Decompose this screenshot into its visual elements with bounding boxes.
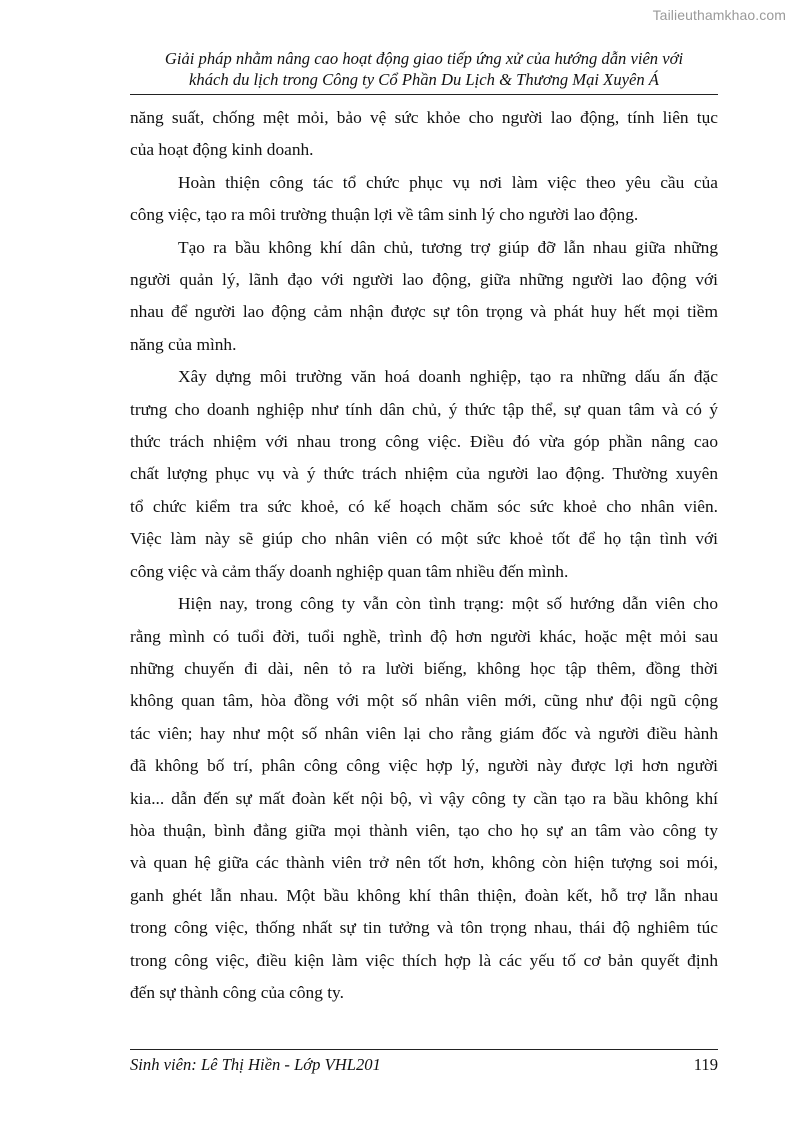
header-line-1: Giải pháp nhằm nâng cao hoạt động giao tiếp ứng xử của hướng dẫn viên với [164,49,684,68]
text-line: đã không bố trí, phân công công việc hợp lý, người này được lợi hơn người [130,756,718,776]
text-line: chất lượng phục vụ và ý thức trách nhiệm của người lao động. Thường xuyên [130,464,718,484]
text-line: hòa thuận, bình đẳng giữa mọi thành viên, tạo cho họ sự an tâm vào công ty [130,820,718,840]
text-line: người quản lý, lãnh đạo với người lao động, giữa những người lao động với [130,270,718,290]
footer-rule [130,1049,718,1050]
text-line: công việc và cảm thấy doanh nghiệp quan tâm nhiều đến mình. [130,561,569,581]
text-line: của hoạt động kinh doanh. [130,140,314,160]
text-line: không quan tâm, hòa đồng với một số nhân viên mới, cũng như đội ngũ cộng [130,691,718,711]
text-line: rằng mình có tuổi đời, tuổi nghề, trình độ hơn người khác, hoặc mệt mỏi sau [130,626,718,646]
text-line: những chuyến đi dài, nên tỏ ra lười biếng, không học tập thêm, đồng thời [130,658,718,678]
text-line: tổ chức kiểm tra sức khoẻ, có kế hoạch chăm sóc sức khoẻ cho nhân viên. [130,496,718,516]
paragraph [130,588,718,1009]
header-rule [130,94,718,95]
footer-author: Sinh viên: Lê Thị Hiền - Lớp VHL201 [130,1055,381,1074]
text-line: đến sự thành công của công ty. [130,982,344,1002]
text-line: trong công việc, thống nhất sự tin tưởng và tôn trọng nhau, thái độ nghiêm túc [130,918,718,938]
running-header [130,48,718,90]
text-line: ganh ghét lẫn nhau. Một bầu không khí thân thiện, đoàn kết, hỗ trợ lẫn nhau [130,885,718,905]
header-line-2: khách du lịch trong Công ty Cổ Phần Du Lịch & Thương Mại Xuyên Á [189,70,659,89]
text-line: năng của mình. [130,334,237,354]
text-line: công việc, tạo ra môi trường thuận lợi về tâm sinh lý cho người lao động. [130,205,639,225]
text-line: Việc làm này sẽ giúp cho nhân viên có một sức khoẻ tốt để họ tận tình với [130,529,718,549]
text-line: Xây dựng môi trường văn hoá doanh nghiệp, tạo ra những dấu ấn đặc [178,367,718,387]
paragraph [130,232,718,362]
paragraph [130,361,718,588]
text-line: tác viên; hay như một số nhân viên lại cho rằng giám đốc và người điều hành [130,723,718,743]
paragraph [130,102,718,167]
body-text [130,102,718,1009]
text-line: nhau để người lao động cảm nhận được sự tôn trọng và phát huy hết mọi tiềm [130,302,718,322]
text-line: kia... dẫn đến sự mất đoàn kết nội bộ, vì vậy công ty cần tạo ra bầu không khí [130,788,718,808]
page-number: 119 [693,1055,718,1074]
text-line: Hoàn thiện công tác tổ chức phục vụ nơi làm việc theo yêu cầu của [178,172,718,192]
text-line: trong công việc, điều kiện làm việc thích hợp là các yếu tố cơ bản quyết định [130,950,718,970]
text-line: và quan hệ giữa các thành viên trở nên tốt hơn, không còn hiện tượng soi mói, [130,853,718,873]
text-line: thức trách nhiệm với nhau trong công việc. Điều đó vừa góp phần nâng cao [130,432,718,452]
text-line: năng suất, chống mệt mỏi, bảo vệ sức khỏe cho người lao động, tính liên tục [130,108,718,127]
text-line: Hiện nay, trong công ty vẫn còn tình trạng: một số hướng dẫn viên cho [178,594,718,614]
watermark: Tailieuthamkhao.com [652,7,786,23]
text-line: Tạo ra bầu không khí dân chủ, tương trợ giúp đỡ lẫn nhau giữa những [178,237,718,257]
paragraph [130,167,718,232]
text-line: trưng cho doanh nghiệp như tính dân chủ, ý thức tập thể, sự quan tâm và có ý [130,399,718,419]
